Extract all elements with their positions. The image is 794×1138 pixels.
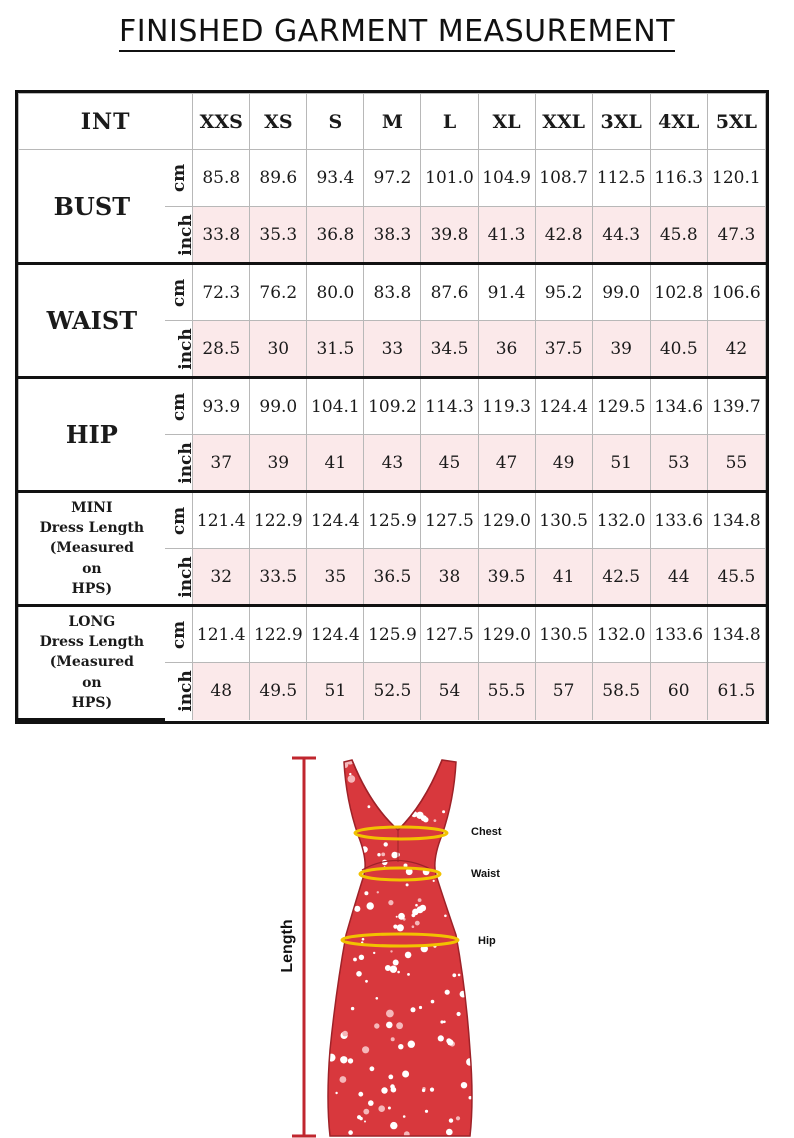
table-cell: 130.5 (535, 606, 592, 663)
size-header: 3XL (592, 94, 650, 150)
measurement-row (19, 150, 766, 207)
table-cell: 33.5 (250, 549, 307, 606)
dress-dot (358, 1092, 363, 1097)
dress-dot (341, 883, 344, 886)
table-cell: 121.4 (193, 606, 250, 663)
dress-dot (406, 883, 409, 886)
table-cell: 33 (364, 321, 421, 378)
dress-dot (405, 952, 412, 959)
dress-dot (346, 822, 350, 826)
measurement-label-line: Dress Length (39, 520, 145, 537)
unit-label (165, 492, 193, 549)
dress-dot (373, 769, 375, 771)
dress-dot (402, 1071, 409, 1078)
dress-dot (417, 796, 420, 799)
table-cell: 42.5 (592, 549, 650, 606)
unit-text: cm (168, 278, 189, 307)
size-header: XL (478, 94, 535, 150)
table-cell: 36.8 (307, 207, 364, 264)
unit-text: cm (168, 163, 189, 193)
dress-dot (397, 778, 401, 782)
measurement-label (19, 606, 165, 720)
dress-dot (422, 1089, 425, 1092)
unit-label (165, 378, 193, 435)
table-cell: 44 (650, 549, 707, 606)
table-cell: 32 (193, 549, 250, 606)
dress-dot (379, 792, 384, 797)
dress-dot (415, 904, 418, 907)
dress-dot (452, 973, 456, 977)
dress-dot (323, 1127, 329, 1133)
dress-dot (424, 760, 427, 763)
dress-dot (468, 953, 470, 955)
unit-label (165, 606, 193, 663)
table-cell: 40.5 (650, 321, 707, 378)
dress-dot (416, 812, 423, 819)
dress-dot (367, 902, 374, 909)
dress-dot (403, 1115, 406, 1118)
table-cell: 102.8 (650, 264, 707, 321)
dress-dot (461, 1082, 467, 1088)
dress-dot (339, 924, 347, 932)
dress-dot (421, 786, 426, 791)
dress-dot (326, 887, 331, 892)
dress-dot (388, 900, 393, 905)
size-header: 5XL (707, 94, 765, 150)
table-cell: 45.8 (650, 207, 707, 264)
dress-dot (430, 1088, 434, 1092)
dress-dot (377, 891, 379, 893)
dress-dot (330, 897, 335, 902)
dress-dot (422, 762, 424, 764)
table-cell: 97.2 (364, 150, 421, 207)
table-cell: 91.4 (478, 264, 535, 321)
table-cell: 51 (307, 663, 364, 720)
table-cell: 129.0 (478, 492, 535, 549)
measurement-label: BUST (19, 150, 165, 264)
table-cell: 122.9 (250, 492, 307, 549)
table-cell: 99.0 (592, 264, 650, 321)
dress-dot (442, 810, 445, 813)
table-cell: 101.0 (421, 150, 478, 207)
dress-dot (407, 973, 410, 976)
table-cell: 93.4 (307, 150, 364, 207)
dress-dot (390, 950, 392, 952)
page-title: FINISHED GARMENT MEASUREMENT (0, 14, 794, 49)
dress-dot (444, 915, 447, 918)
dress-dot (336, 813, 339, 816)
dress-dot (364, 1121, 366, 1123)
table-cell: 134.6 (650, 378, 707, 435)
dress-dot (467, 988, 471, 992)
table-cell: 95.2 (535, 264, 592, 321)
dress-dot (456, 1116, 460, 1120)
table-cell: 133.6 (650, 492, 707, 549)
dress-dot (381, 1087, 387, 1093)
table-cell: 37 (193, 435, 250, 492)
dress-dot (362, 1046, 369, 1053)
dress-dot (457, 1012, 461, 1016)
table-cell: 119.3 (478, 378, 535, 435)
dress-dot (362, 938, 365, 941)
dress-dot (443, 1021, 446, 1024)
measurement-label-line: on (82, 560, 102, 577)
dress-dot (356, 971, 362, 977)
table-cell: 28.5 (193, 321, 250, 378)
dress-dot (331, 855, 336, 860)
table-cell: 33.8 (193, 207, 250, 264)
unit-label (165, 663, 196, 720)
measurement-label-line: HPS) (71, 580, 113, 597)
dress-dot (393, 960, 399, 966)
dress-dot (340, 1076, 347, 1083)
table-cell: 39 (592, 321, 650, 378)
dress-dot (397, 924, 404, 931)
unit-text: inch (175, 670, 196, 713)
table-cell: 39.5 (478, 549, 535, 606)
table-cell: 35 (307, 549, 364, 606)
dress-dot (466, 881, 471, 886)
dress-dot (348, 775, 356, 783)
dress-dot (416, 790, 420, 794)
table-cell: 60 (650, 663, 707, 720)
dress-dot (471, 761, 474, 764)
dress-dot (390, 1084, 395, 1089)
dress-dot (396, 1022, 403, 1029)
dress-dot (398, 1044, 403, 1049)
dress-dot (408, 1041, 415, 1048)
dress-dot (449, 1118, 453, 1122)
dress-illustration (323, 758, 475, 1138)
dress-dot (340, 1056, 347, 1063)
measurement-label-line: Dress Length (39, 634, 145, 651)
table-cell: 127.5 (421, 492, 478, 549)
dress-dot (388, 1107, 391, 1110)
size-header-row (19, 94, 766, 150)
table-cell: 48 (193, 663, 250, 720)
dress-dot (447, 1039, 453, 1045)
table-cell: 89.6 (250, 150, 307, 207)
table-cell: 41 (307, 435, 364, 492)
dress-dot (386, 1022, 393, 1029)
table-cell: 125.9 (364, 606, 421, 663)
dress-dot (329, 913, 335, 919)
table-cell: 45 (421, 435, 478, 492)
dress-dot (411, 1007, 416, 1012)
dress-dot (384, 842, 388, 846)
table-cell: 132.0 (592, 606, 650, 663)
dress-dot (354, 906, 360, 912)
table-cell: 47.3 (707, 207, 765, 264)
table-cell: 124.4 (307, 492, 364, 549)
table-cell: 108.7 (535, 150, 592, 207)
table-cell: 44.3 (592, 207, 650, 264)
dress-dot (376, 997, 379, 1000)
unit-label (165, 321, 196, 378)
table-cell: 41 (535, 549, 592, 606)
table-cell: 93.9 (193, 378, 250, 435)
dress-dot (434, 819, 437, 822)
table-cell: 76.2 (250, 264, 307, 321)
table-cell: 99.0 (250, 378, 307, 435)
dress-dot (326, 815, 332, 821)
measurement-row (19, 492, 766, 549)
dress-dot (386, 1010, 394, 1018)
table-cell: 104.9 (478, 150, 535, 207)
table-cell: 104.1 (307, 378, 364, 435)
table-cell: 36 (478, 321, 535, 378)
table-cell: 47 (478, 435, 535, 492)
table-cell: 124.4 (307, 606, 364, 663)
dress-dot (445, 990, 450, 995)
dress-dot (377, 853, 380, 856)
table-cell: 133.6 (650, 606, 707, 663)
dress-dot (323, 942, 328, 947)
table-cell: 85.8 (193, 150, 250, 207)
measurement-label: HIP (19, 378, 165, 492)
table-cell: 72.3 (193, 264, 250, 321)
size-chart-table (18, 93, 766, 721)
table-cell: 129.5 (592, 378, 650, 435)
dress-dot (325, 874, 331, 880)
table-cell: 130.5 (535, 492, 592, 549)
measurement-label (19, 492, 165, 606)
measurement-label: WAIST (19, 264, 165, 378)
table-cell: 57 (535, 663, 592, 720)
int-header: INT (19, 94, 193, 150)
dress-dot (457, 889, 460, 892)
dress-dot (370, 1066, 375, 1071)
table-cell: 61.5 (707, 663, 765, 720)
size-header: L (421, 94, 478, 150)
table-cell: 55 (707, 435, 765, 492)
table-cell: 45.5 (707, 549, 765, 606)
dress-dot (352, 874, 354, 876)
dress-dot (385, 801, 390, 806)
size-header: XXL (535, 94, 592, 150)
dress-dot (406, 767, 410, 771)
measurement-row (19, 378, 766, 435)
unit-text: inch (175, 213, 196, 256)
table-cell: 129.0 (478, 606, 535, 663)
table-cell: 134.8 (707, 492, 765, 549)
dress-dot (336, 837, 343, 844)
measurement-row (19, 606, 766, 663)
table-cell: 132.0 (592, 492, 650, 549)
dress-dot (391, 852, 398, 859)
dress-dot (326, 970, 332, 976)
dress-dot (381, 853, 385, 857)
table-cell: 122.9 (250, 606, 307, 663)
unit-label (165, 549, 196, 606)
table-cell: 109.2 (364, 378, 421, 435)
table-cell: 38.3 (364, 207, 421, 264)
table-cell: 30 (250, 321, 307, 378)
measurement-row (19, 264, 766, 321)
measurement-label-line: on (82, 674, 102, 691)
dress-dot (391, 1037, 395, 1041)
dress-dot (343, 842, 348, 847)
unit-text: cm (168, 620, 189, 649)
dress-dot (365, 980, 368, 983)
dress-dot (388, 1075, 393, 1080)
table-cell: 51 (592, 435, 650, 492)
dress-dot (337, 928, 344, 935)
waist-label: Waist (471, 868, 500, 880)
measurement-label-line: (Measured (49, 654, 134, 671)
dress-dot (368, 1100, 374, 1106)
table-cell: 87.6 (421, 264, 478, 321)
dress-dot (412, 925, 415, 928)
unit-label (165, 150, 193, 207)
table-cell: 114.3 (421, 378, 478, 435)
unit-text: inch (175, 441, 196, 484)
table-cell: 31.5 (307, 321, 364, 378)
dress-dot (331, 891, 335, 895)
dress-dot (396, 916, 398, 918)
table-cell: 80.0 (307, 264, 364, 321)
dress-dot (425, 1110, 428, 1113)
unit-text: inch (175, 327, 196, 370)
dress-dot (390, 967, 392, 969)
dress-dot (438, 1035, 444, 1041)
table-cell: 106.6 (707, 264, 765, 321)
dress-dot (334, 820, 337, 823)
dress-dot (342, 762, 348, 768)
table-cell: 55.5 (478, 663, 535, 720)
dress-dot (415, 921, 420, 926)
unit-label (165, 435, 196, 492)
size-header: 4XL (650, 94, 707, 150)
table-cell: 58.5 (592, 663, 650, 720)
measurement-label-line: HPS) (71, 694, 113, 711)
size-header: S (307, 94, 364, 150)
hip-label: Hip (478, 935, 496, 947)
dress-dot (348, 1058, 353, 1063)
dress-dot (343, 869, 349, 875)
dress-dot (448, 825, 452, 829)
table-cell: 127.5 (421, 606, 478, 663)
dress-measurement-diagram (270, 750, 530, 1138)
dress-dot (341, 875, 346, 880)
dress-dot (348, 1130, 353, 1135)
size-header: XS (250, 94, 307, 150)
table-cell: 53 (650, 435, 707, 492)
unit-text: cm (168, 392, 189, 421)
dress-dot (374, 1023, 379, 1028)
size-header: XXS (193, 94, 250, 150)
dress-dot (353, 958, 357, 962)
dress-dot (339, 945, 344, 950)
dress-dot (433, 880, 435, 882)
dress-dot (397, 971, 400, 974)
table-cell: 83.8 (364, 264, 421, 321)
dress-dot (453, 914, 457, 918)
dress-dot (364, 891, 368, 895)
table-cell: 34.5 (421, 321, 478, 378)
dress-dot (373, 952, 375, 954)
dress-dot (440, 863, 446, 869)
dress-dot (387, 785, 395, 793)
table-cell: 124.4 (535, 378, 592, 435)
dress-dot (466, 1058, 474, 1066)
table-cell: 35.3 (250, 207, 307, 264)
dress-dot (349, 773, 351, 775)
dress-dot (431, 1000, 435, 1004)
table-cell: 43 (364, 435, 421, 492)
table-cell: 49.5 (250, 663, 307, 720)
dress-dot (390, 966, 397, 973)
dress-dot (446, 1129, 453, 1136)
table-cell: 36.5 (364, 549, 421, 606)
table-cell: 120.1 (707, 150, 765, 207)
dress-dot (359, 955, 364, 960)
dress-dot (458, 974, 461, 977)
dress-dot (390, 1122, 397, 1129)
dress-dot (419, 1006, 422, 1009)
table-cell: 116.3 (650, 150, 707, 207)
dress-dot (464, 871, 471, 878)
chest-label: Chest (471, 826, 502, 838)
table-cell: 125.9 (364, 492, 421, 549)
table-cell: 54 (421, 663, 478, 720)
table-cell: 42.8 (535, 207, 592, 264)
table-cell: 38 (421, 549, 478, 606)
measurement-label-line: LONG (68, 613, 116, 630)
dress-dot (333, 893, 336, 896)
table-cell: 39 (250, 435, 307, 492)
dress-dot (368, 805, 371, 808)
dress-dot (393, 925, 397, 929)
dress-dot (398, 913, 405, 920)
length-label: Length (279, 919, 296, 973)
table-cell: 37.5 (535, 321, 592, 378)
table-cell: 52.5 (364, 663, 421, 720)
size-header: M (364, 94, 421, 150)
table-cell: 139.7 (707, 378, 765, 435)
dress-dot (392, 817, 397, 822)
table-cell: 41.3 (478, 207, 535, 264)
unit-text: inch (175, 555, 196, 598)
dress-dot (326, 851, 329, 854)
unit-text: cm (168, 506, 189, 535)
unit-label (165, 207, 196, 264)
dress-dot (418, 898, 422, 902)
table-cell: 49 (535, 435, 592, 492)
dress-dot (363, 1109, 369, 1115)
dress-dot (335, 1092, 337, 1094)
measurement-label-line: (Measured (49, 540, 134, 557)
table-cell: 112.5 (592, 150, 650, 207)
dress-dot (357, 1115, 361, 1119)
table-cell: 134.8 (707, 606, 765, 663)
table-cell: 42 (707, 321, 765, 378)
dress-dot (429, 764, 432, 767)
dress-dot (467, 788, 474, 795)
dress-dot (466, 759, 470, 763)
unit-label (165, 264, 193, 321)
table-cell: 121.4 (193, 492, 250, 549)
dress-dot (351, 1007, 354, 1010)
table-cell: 39.8 (421, 207, 478, 264)
measurement-label-line: MINI (71, 499, 113, 516)
dress-dot (342, 1031, 348, 1037)
dress-dot (378, 1105, 385, 1112)
dress-dot (417, 906, 424, 913)
